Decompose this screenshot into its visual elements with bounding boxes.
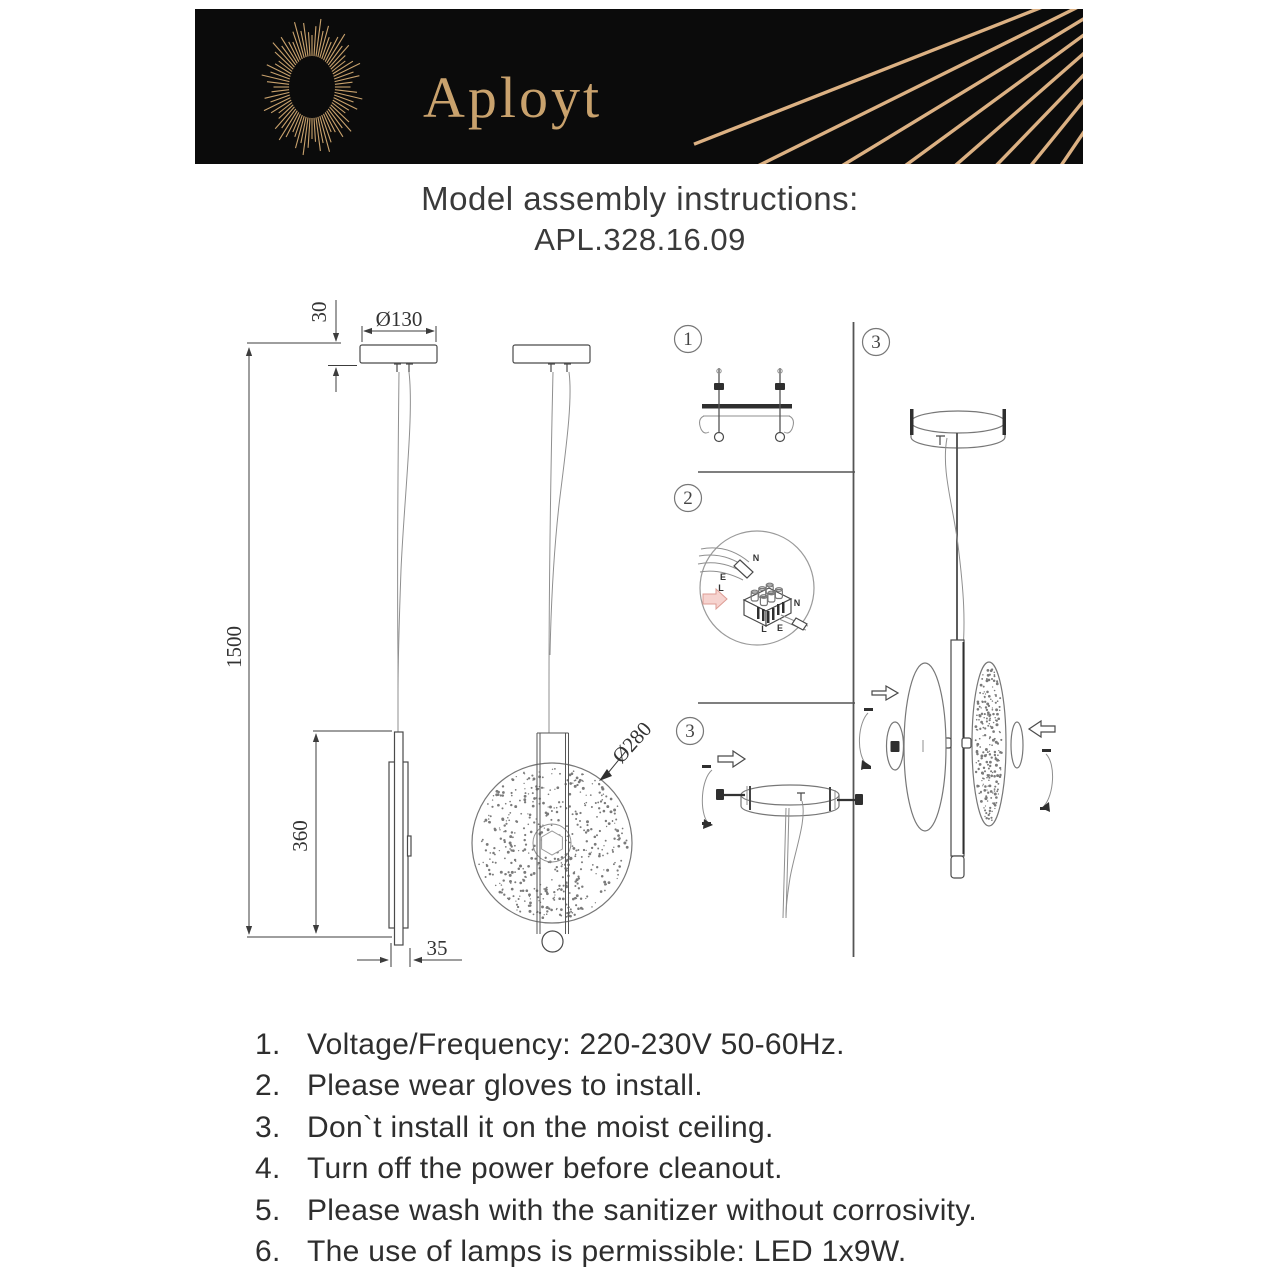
plain-disc: [904, 663, 946, 831]
rotate-arrow-icon: [702, 765, 713, 829]
banner-art: [195, 9, 1083, 164]
terminal-label-l2: L: [761, 624, 767, 634]
step-number: 3: [871, 332, 881, 353]
slide-arrow-icon: [718, 751, 745, 767]
instruction-text: Voltage/Frequency: 220-230V 50-60Hz.: [307, 1027, 845, 1061]
dim-canopy-height: 30: [307, 301, 331, 323]
cord-front: [549, 372, 553, 733]
header-banner: [195, 9, 1083, 164]
led-tube: [943, 640, 971, 878]
instruction-item: [255, 1232, 1215, 1274]
wire-side: [398, 372, 410, 695]
push-arrow-right-icon: [1029, 721, 1055, 737]
cord-grip: [936, 436, 945, 445]
brand-name: Aployt: [423, 65, 603, 130]
panel-dividers: [698, 322, 855, 957]
step-3-right: [859, 329, 1055, 879]
terminal-label-l: L: [718, 583, 724, 593]
canopy-assembly: [741, 785, 839, 816]
instruction-text: Please wash with the sanitizer without corrosivity.: [307, 1193, 978, 1227]
instruction-text: Please wear gloves to install.: [307, 1069, 703, 1103]
dim-fixture-depth: 35: [426, 936, 448, 960]
instruction-number: 5.: [255, 1193, 281, 1227]
cord-grip: [797, 793, 805, 801]
step-number: 1: [683, 329, 693, 350]
sunburst-logo-icon: [262, 19, 363, 155]
banner-rays-decoration: [694, 9, 1083, 164]
canopy-side: [360, 345, 437, 363]
dim-fixture-height: 360: [288, 820, 312, 852]
dim-total-height: 1500: [222, 626, 246, 668]
instruction-list: [255, 1024, 1215, 1273]
side-screw-left: [716, 786, 747, 805]
dim-shade-diameter: Ø280: [607, 716, 657, 768]
step-2: [675, 485, 815, 646]
step-3-left: [677, 718, 864, 919]
terminal-label-n2: N: [793, 598, 801, 608]
canopy-screw-holes: [750, 786, 830, 811]
bracket-hook-left: [700, 416, 709, 433]
instruction-item: [255, 1024, 1215, 1066]
instruction-number: 2.: [255, 1069, 281, 1103]
canopy-mounted: [910, 409, 1006, 448]
instruction-number: 6.: [255, 1235, 281, 1269]
terminal-label-n: N: [752, 553, 760, 563]
instruction-item: [255, 1149, 1215, 1191]
disc-connector-right: [962, 738, 971, 748]
cord-grip-front: [548, 364, 571, 372]
ext-line: [391, 943, 410, 967]
terminal-label-e: E: [719, 572, 727, 582]
canopy-front: [513, 345, 590, 363]
page-title: Model assembly instructions:: [421, 180, 859, 217]
instruction-number: 3.: [255, 1110, 281, 1144]
instruction-text: Don`t install it on the moist ceiling.: [307, 1110, 774, 1144]
step-number: 3: [685, 721, 695, 742]
wire-front: [550, 372, 570, 655]
rotate-arrow-left-icon: [859, 708, 873, 770]
model-number: APL.328.16.09: [534, 222, 746, 257]
instruction-number: 4.: [255, 1152, 281, 1186]
ring-fastener: [891, 741, 900, 752]
instruction-text: Turn off the power before cleanout.: [307, 1152, 783, 1186]
terminal-label-e2: E: [776, 623, 784, 633]
instruction-item: [255, 1066, 1215, 1108]
instruction-text: The use of lamps is permissible: LED 1x9W.: [307, 1235, 907, 1269]
cord-grip-side: [394, 364, 413, 372]
retainer-ring-right: [1011, 722, 1023, 768]
step-1: [675, 326, 794, 442]
rotate-arrow-right-icon: [1040, 749, 1053, 812]
front-view: [472, 345, 656, 952]
cord: [783, 808, 789, 918]
dim-canopy-diameter: Ø130: [375, 307, 423, 331]
instruction-item: [255, 1107, 1215, 1149]
instruction-item: [255, 1190, 1215, 1232]
push-arrow-left-icon: [872, 686, 898, 700]
instruction-number: 1.: [255, 1027, 281, 1061]
mounting-plate: [702, 404, 792, 409]
stippled-disc: [972, 662, 1006, 826]
terminal-block: [744, 583, 791, 626]
bracket-hook-right: [784, 416, 793, 433]
side-view: [222, 300, 462, 967]
tube-end-cap: [542, 931, 563, 952]
wire-sleeve: [734, 560, 753, 578]
tube-side: [395, 732, 404, 945]
step-number: 2: [683, 488, 693, 509]
tube-clip-side: [408, 836, 412, 856]
technical-drawing: [0, 270, 1280, 990]
